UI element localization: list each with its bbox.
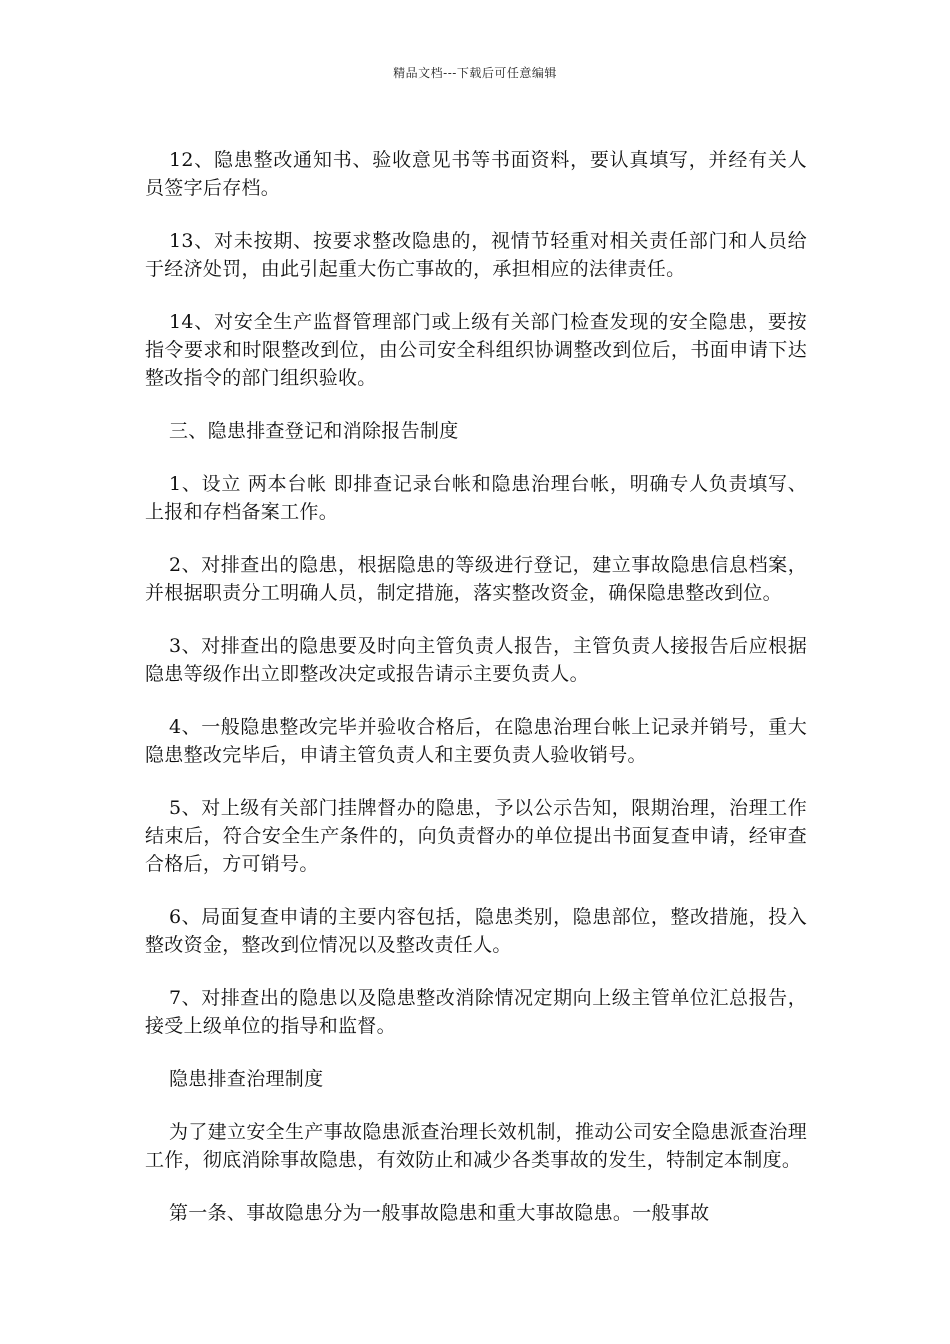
article-1-paragraph: 第一条、事故隐患分为一般事故隐患和重大事故隐患。一般事故 — [169, 1202, 710, 1224]
document-body — [145, 146, 807, 1252]
paragraph-7: 7、对排查出的隐患以及隐患整改消除情况定期向上级主管单位汇总报告，接受上级单位的指导和监督。 — [145, 987, 807, 1037]
paragraph-3: 3、对排查出的隐患要及时向主管负责人报告，主管负责人接报告后应根据隐患等级作出立即整改决定或报告请示主要负责人。 — [145, 635, 807, 685]
document-title: 隐患排查治理制度 — [169, 1068, 324, 1090]
paragraph-6: 6、局面复查申请的主要内容包括，隐患类别，隐患部位，整改措施，投入整改资金，整改到位情况以及整改责任人。 — [145, 906, 807, 956]
page-header: 精品文档---下载后可任意编辑 — [393, 66, 557, 80]
intro-paragraph: 为了建立安全生产事故隐患派查治理长效机制，推动公司安全隐患派查治理工作，彻底消除事故隐患，有效防止和减少各类事故的发生，特制定本制度。 — [145, 1121, 807, 1171]
paragraph-12: 12、隐患整改通知书、验收意见书等书面资料，要认真填写，并经有关人员签字后存档。 — [145, 149, 807, 199]
paragraph-1: 1、设立 两本台帐 即排查记录台帐和隐患治理台帐，明确专人负责填写、上报和存档备案工作。 — [145, 473, 807, 523]
paragraph-5: 5、对上级有关部门挂牌督办的隐患，予以公示告知，限期治理，治理工作结束后，符合安全生产条件的，向负责督办的单位提出书面复查申请，经审查合格后，方可销号。 — [145, 797, 807, 875]
section-heading-3: 三、隐患排查登记和消除报告制度 — [169, 420, 459, 442]
paragraph-2: 2、对排查出的隐患，根据隐患的等级进行登记，建立事故隐患信息档案，并根据职责分工明确人员，制定措施，落实整改资金，确保隐患整改到位。 — [145, 554, 807, 604]
paragraph-14: 14、对安全生产监督管理部门或上级有关部门检查发现的安全隐患，要按指令要求和时限整改到位，由公司安全科组织协调整改到位后，书面申请下达整改指令的部门组织验收。 — [145, 311, 807, 389]
paragraph-4: 4、一般隐患整改完毕并验收合格后，在隐患治理台帐上记录并销号，重大隐患整改完毕后，申请主管负责人和主要负责人验收销号。 — [145, 716, 807, 766]
paragraph-13: 13、对未按期、按要求整改隐患的，视情节轻重对相关责任部门和人员给于经济处罚，由此引起重大伤亡事故的，承担相应的法律责任。 — [145, 230, 807, 280]
